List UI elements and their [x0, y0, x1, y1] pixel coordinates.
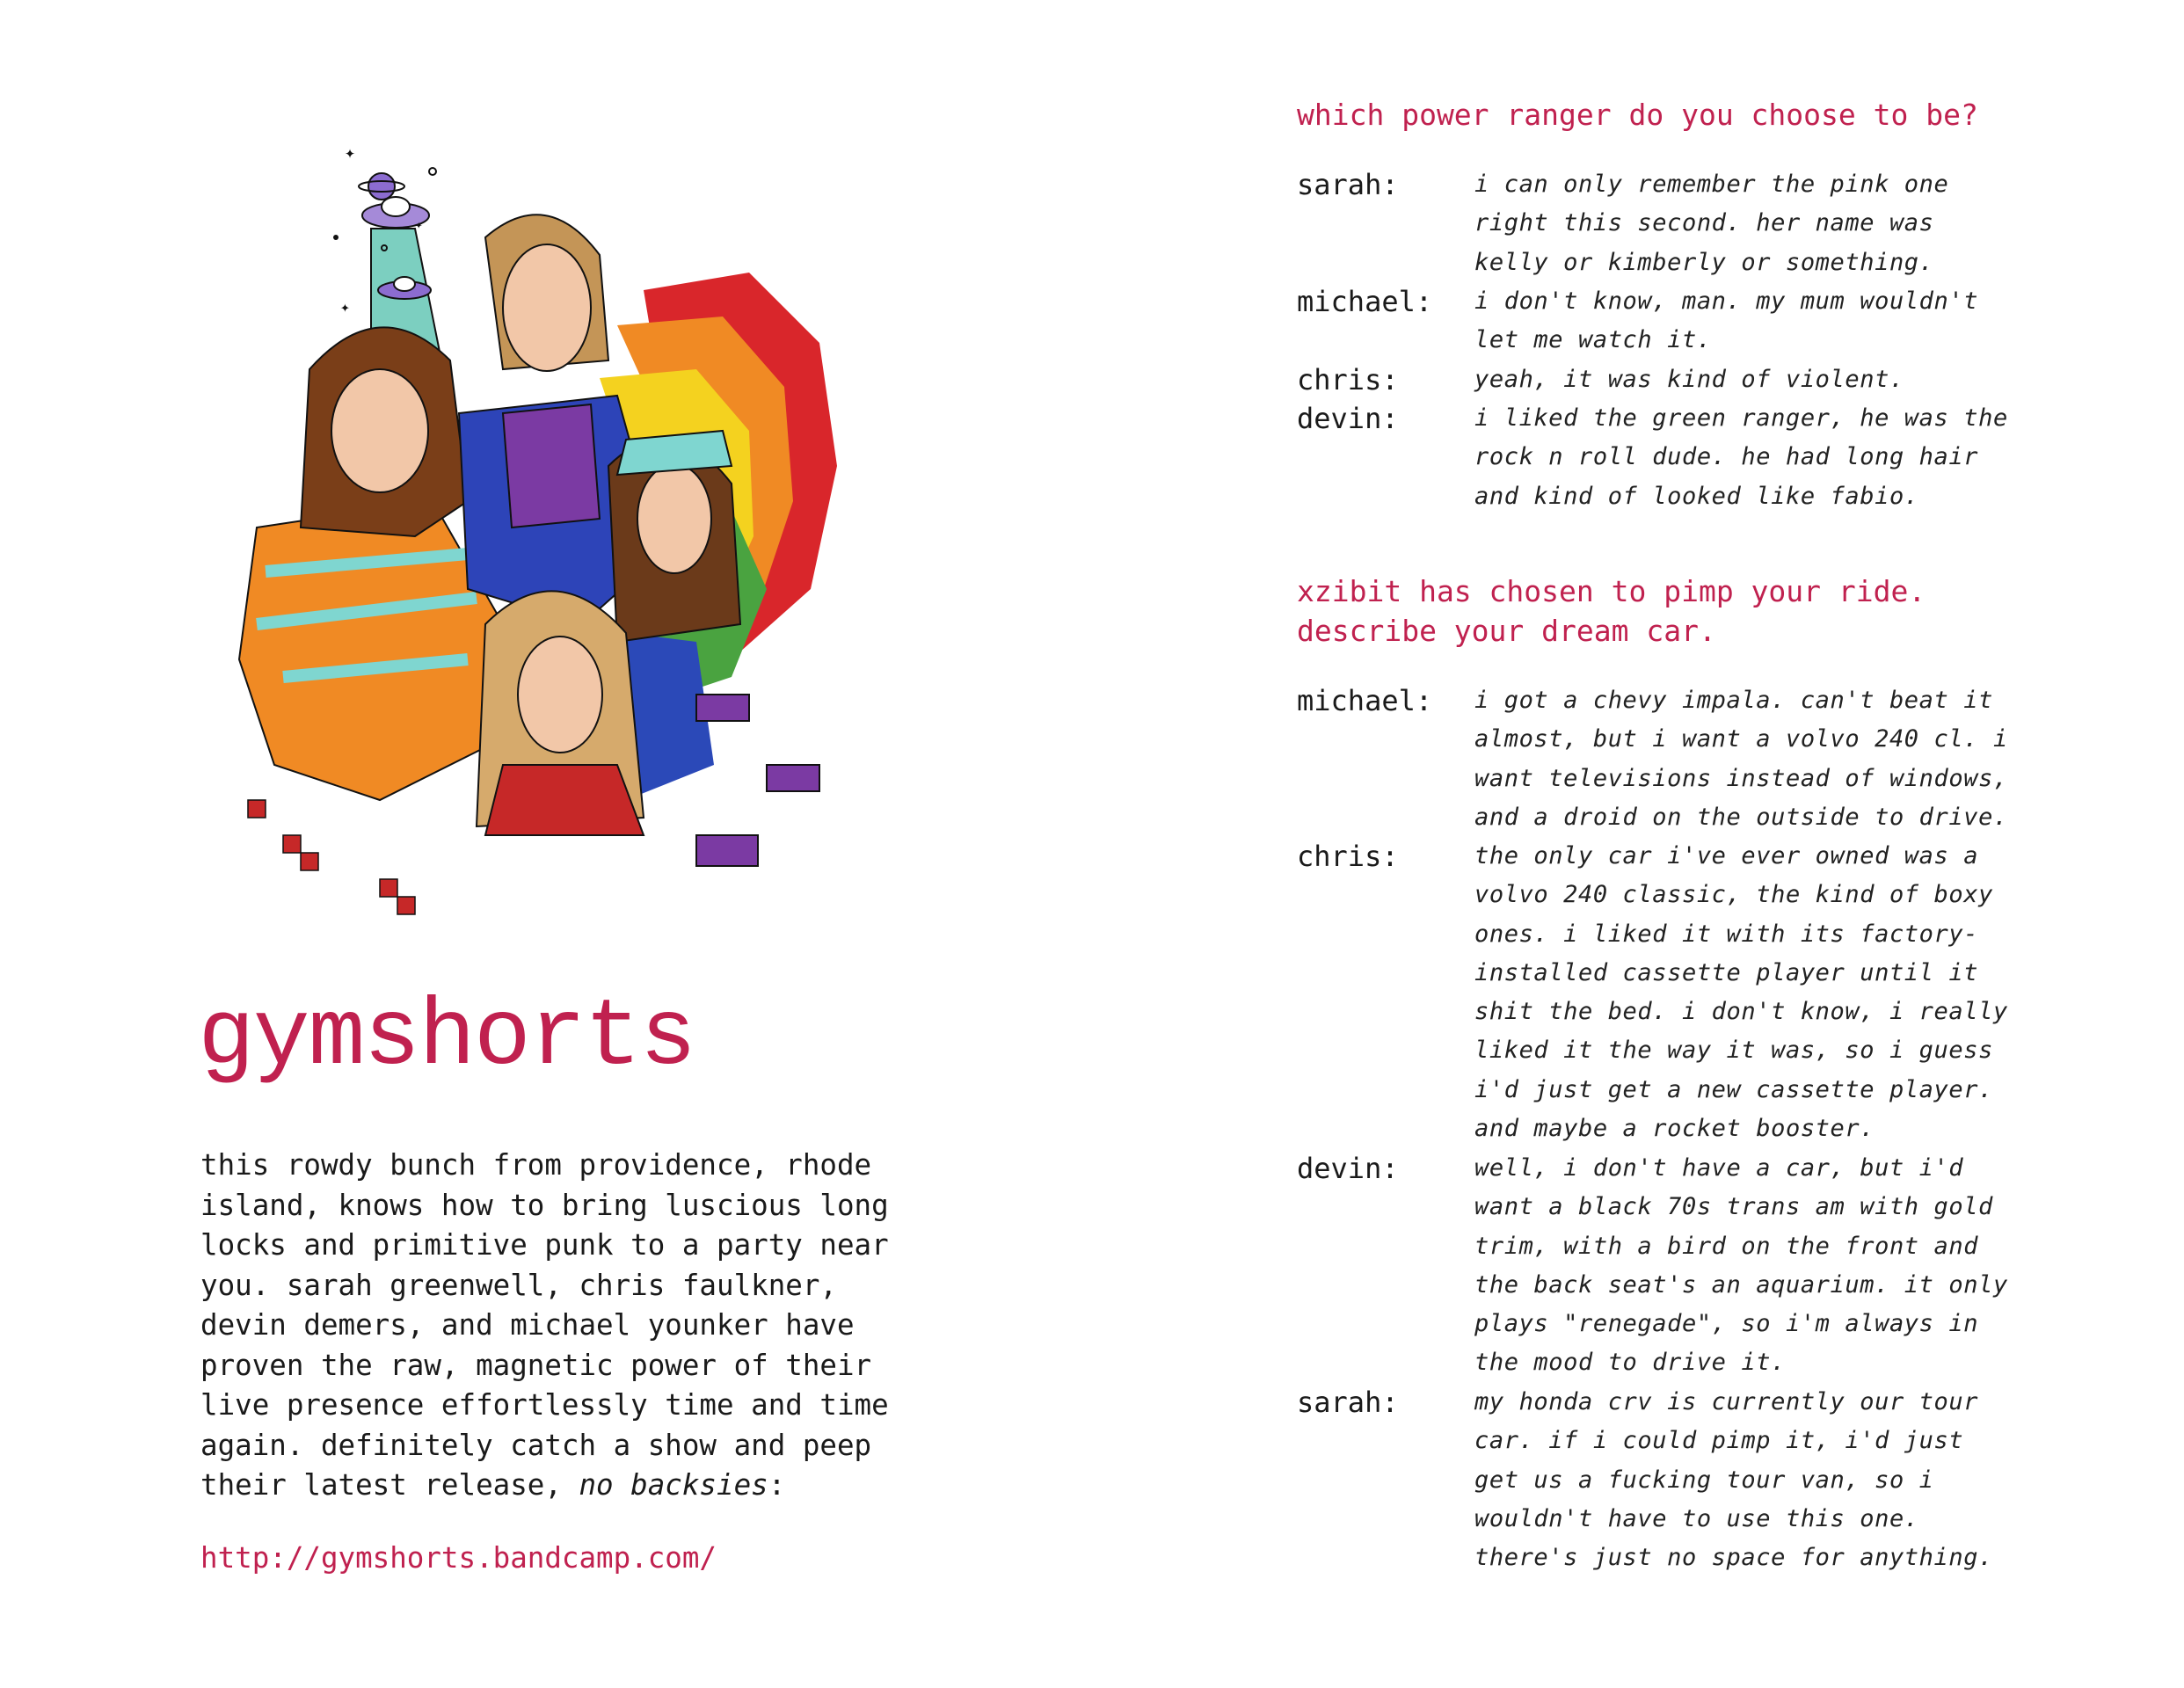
speaker-name: devin: — [1297, 1152, 1399, 1185]
pixel-squares — [248, 800, 415, 914]
speaker-name: michael: — [1297, 285, 1433, 318]
bio-text: this rowdy bunch from providence, rhode island, knows how to bring luscious long locks and primitive punk to a party near you. sarah greenwell, chris faulkner, devin demers, and michael younker have proven the raw, magnetic power of their live presence effortlessly time and time again. definitely catch a show and peep their latest release, — [200, 1148, 889, 1502]
release-suffix: : — [768, 1468, 786, 1502]
answer-text: i don't know, man. my mum wouldn't let me watch it. — [1474, 287, 1979, 354]
band-bio — [200, 1146, 921, 1506]
answer-text: the only car i've ever owned was a volvo 240 classic, the kind of boxy ones. i liked it with its factory- installed cassette player until it shit the bed. i don't know, i really liked it the way it was, so i guess i'd just get a new cassette player. and maybe a rocket booster. — [1474, 842, 2008, 1143]
right-page — [1092, 0, 2184, 1688]
answer-text: my honda crv is currently our tour car. if i could pimp it, i'd just get us a fucking tour van, so i wouldn't have to use this one. there's just no space for anything. — [1474, 1388, 1993, 1572]
answer-text: i got a chevy impala. can't beat it almost, but i want a volvo 240 cl. i want televisions instead of windows, and a droid on the outside to drive. — [1474, 687, 2008, 831]
answer-text: well, i don't have a car, but i'd want a black 70s trans am with gold trim, with a bird on the front and the back seat's an aquarium. it only plays "renegade", so i'm always in the mood to drive it. — [1474, 1154, 2008, 1377]
svg-text:✦: ✦ — [415, 218, 423, 232]
bandcamp-link[interactable]: http://gymshorts.bandcamp.com/ — [200, 1541, 717, 1575]
release-name: no backsies — [579, 1468, 768, 1502]
band-name-title: gymshorts — [198, 985, 695, 1092]
svg-text:✦: ✦ — [340, 298, 350, 316]
svg-text:✦: ✦ — [345, 142, 356, 163]
speaker-name: sarah: — [1297, 168, 1399, 201]
answer-text: i can only remember the pink one right this second. her name was kelly or kimberly or something. — [1474, 171, 1949, 276]
answer-text: yeah, it was kind of violent. — [1474, 366, 1904, 393]
speaker-name: sarah: — [1297, 1386, 1399, 1419]
band-illustration — [204, 132, 907, 923]
pixel-invaders — [696, 695, 819, 866]
question-power-ranger: which power ranger do you choose to be? — [1297, 98, 1978, 132]
question-dream-car: xzibit has chosen to pimp your ride. describe your dream car. — [1297, 574, 1926, 648]
answer-text: i liked the green ranger, he was the rock n roll dude. he had long hair and kind of looked like fabio. — [1474, 404, 2008, 510]
speaker-name: michael: — [1297, 684, 1433, 717]
speaker-name: chris: — [1297, 363, 1399, 397]
speaker-name: devin: — [1297, 402, 1399, 435]
speaker-name: chris: — [1297, 840, 1399, 873]
